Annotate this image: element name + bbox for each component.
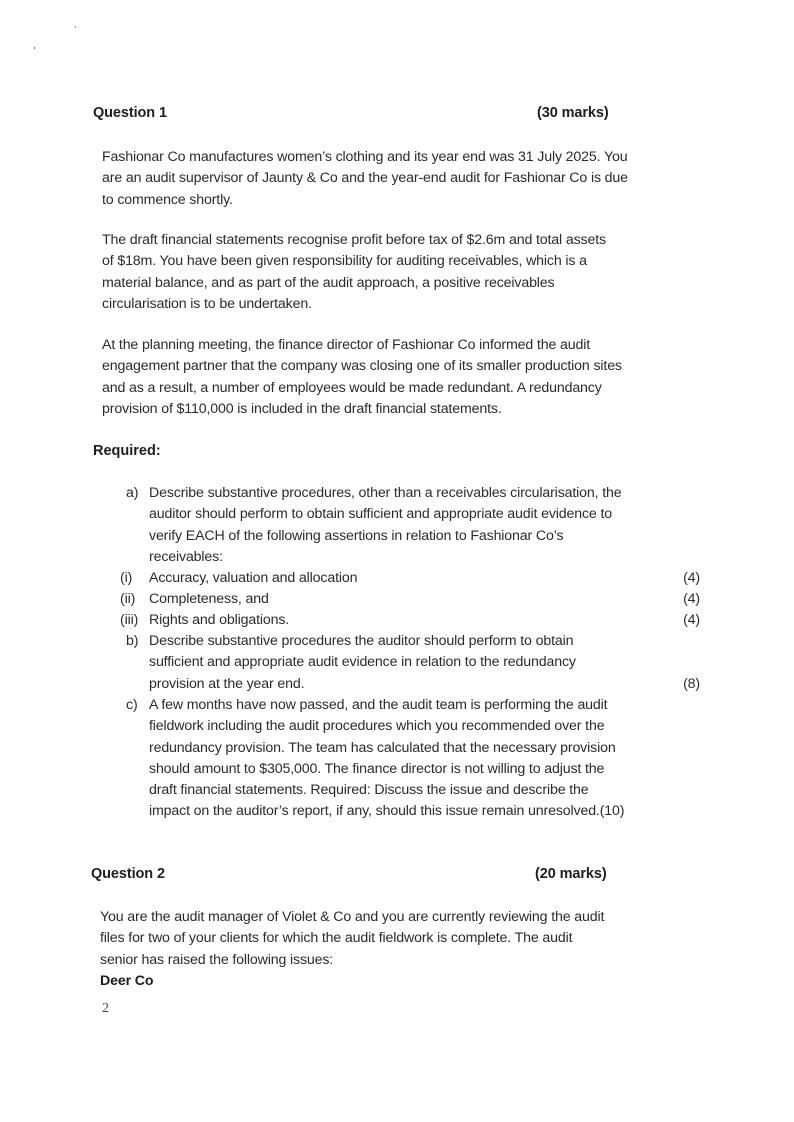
question-2-marks: (20 marks) bbox=[535, 866, 607, 882]
text-line: At the planning meeting, the finance director of Fashionar Co informed the audit bbox=[102, 337, 591, 353]
subitem-text: Completeness, and bbox=[149, 591, 269, 607]
text-line: provision of $110,000 is included in the draft financial statements. bbox=[102, 400, 502, 417]
question-2-title: Question 2 bbox=[91, 866, 165, 882]
text-line: to commence shortly. bbox=[102, 191, 233, 208]
scan-speck bbox=[75, 26, 76, 28]
required-label: Required: bbox=[93, 443, 161, 459]
text-line: are an audit supervisor of Jaunty & Co and the year-end audit for Fashionar Co is due bbox=[102, 170, 628, 187]
text-line: You are the audit manager of Violet & Co and you are currently reviewing the audit bbox=[100, 909, 605, 925]
subitem-text: Rights and obligations. bbox=[149, 612, 290, 628]
subitem-marks: (4) bbox=[683, 612, 700, 628]
text-line: verify EACH of the following assertions in relation to Fashionar Co’s bbox=[149, 527, 564, 544]
text-line: impact on the auditor’s report, if any, should this issue remain unresolved.(10) bbox=[149, 803, 625, 820]
deer-co-subheading: Deer Co bbox=[100, 972, 154, 989]
text-line: should amount to $305,000. The finance director is not willing to adjust the bbox=[149, 760, 605, 777]
part-c-text bbox=[149, 695, 709, 823]
part-a bbox=[0, 483, 700, 569]
text-line: provision at the year end. bbox=[149, 675, 305, 692]
part-a-text bbox=[149, 483, 709, 568]
text-line: engagement partner that the company was closing one of its smaller production sites bbox=[102, 358, 622, 375]
question-1-header bbox=[93, 105, 613, 125]
scan-speck bbox=[34, 47, 35, 49]
text-line: Describe substantive procedures the auditor should perform to obtain bbox=[149, 633, 574, 649]
text-line: sufficient and appropriate audit evidence in relation to the redundancy bbox=[149, 654, 576, 671]
text-line: receivables: bbox=[149, 548, 223, 565]
text-line: fieldwork including the audit procedures which you recommended over the bbox=[149, 718, 605, 735]
question-1-title: Question 1 bbox=[93, 105, 167, 121]
page-number: 2 bbox=[102, 1001, 109, 1016]
part-b-marks: (8) bbox=[683, 675, 700, 692]
part-a-label: a) bbox=[126, 485, 139, 501]
text-line: senior has raised the following issues: bbox=[100, 951, 334, 968]
subitem-label: (iii) bbox=[120, 612, 139, 628]
subitem-marks: (4) bbox=[683, 591, 700, 607]
text-line: material balance, and as part of the audit approach, a positive receivables bbox=[102, 274, 555, 291]
subitem-label: (i) bbox=[120, 570, 133, 586]
part-c bbox=[0, 695, 710, 823]
part-c-label: c) bbox=[126, 697, 138, 713]
subitem-iii bbox=[0, 610, 700, 631]
text-line: and as a result, a number of employees would be made redundant. A redundancy bbox=[102, 379, 602, 396]
question-2-header bbox=[91, 866, 621, 886]
part-b bbox=[0, 631, 700, 695]
part-b-text bbox=[149, 631, 709, 695]
text-line: The draft financial statements recognise profit before tax of $2.6m and total assets bbox=[102, 232, 606, 248]
subitem-text: Accuracy, valuation and allocation bbox=[149, 570, 358, 586]
subitem-marks: (4) bbox=[683, 570, 700, 586]
question-2-paragraph bbox=[100, 907, 700, 992]
part-b-label: b) bbox=[126, 633, 139, 649]
text-line: A few months have now passed, and the audit team is performing the audit bbox=[149, 697, 608, 713]
text-line: Fashionar Co manufactures women’s clothing and its year end was 31 July 2025. You bbox=[102, 149, 628, 165]
question-1-paragraph-3 bbox=[102, 335, 702, 420]
text-line: of $18m. You have been given responsibility for auditing receivables, which is a bbox=[102, 253, 587, 270]
question-1-paragraph-1 bbox=[102, 147, 702, 211]
text-line: auditor should perform to obtain sufficient and appropriate audit evidence to bbox=[149, 506, 612, 523]
subitem-label: (ii) bbox=[120, 591, 136, 607]
question-1-marks: (30 marks) bbox=[537, 105, 609, 121]
text-line: draft financial statements. Required: Discuss the issue and describe the bbox=[149, 782, 589, 799]
text-line: circularisation is to be undertaken. bbox=[102, 295, 312, 312]
subitem-ii bbox=[0, 589, 700, 610]
text-line: Describe substantive procedures, other than a receivables circularisation, the bbox=[149, 485, 622, 501]
question-1-paragraph-2 bbox=[102, 230, 702, 315]
text-line: redundancy provision. The team has calculated that the necessary provision bbox=[149, 739, 616, 756]
text-line: files for two of your clients for which the audit fieldwork is complete. The audit bbox=[100, 930, 573, 947]
subitem-i bbox=[0, 568, 700, 589]
